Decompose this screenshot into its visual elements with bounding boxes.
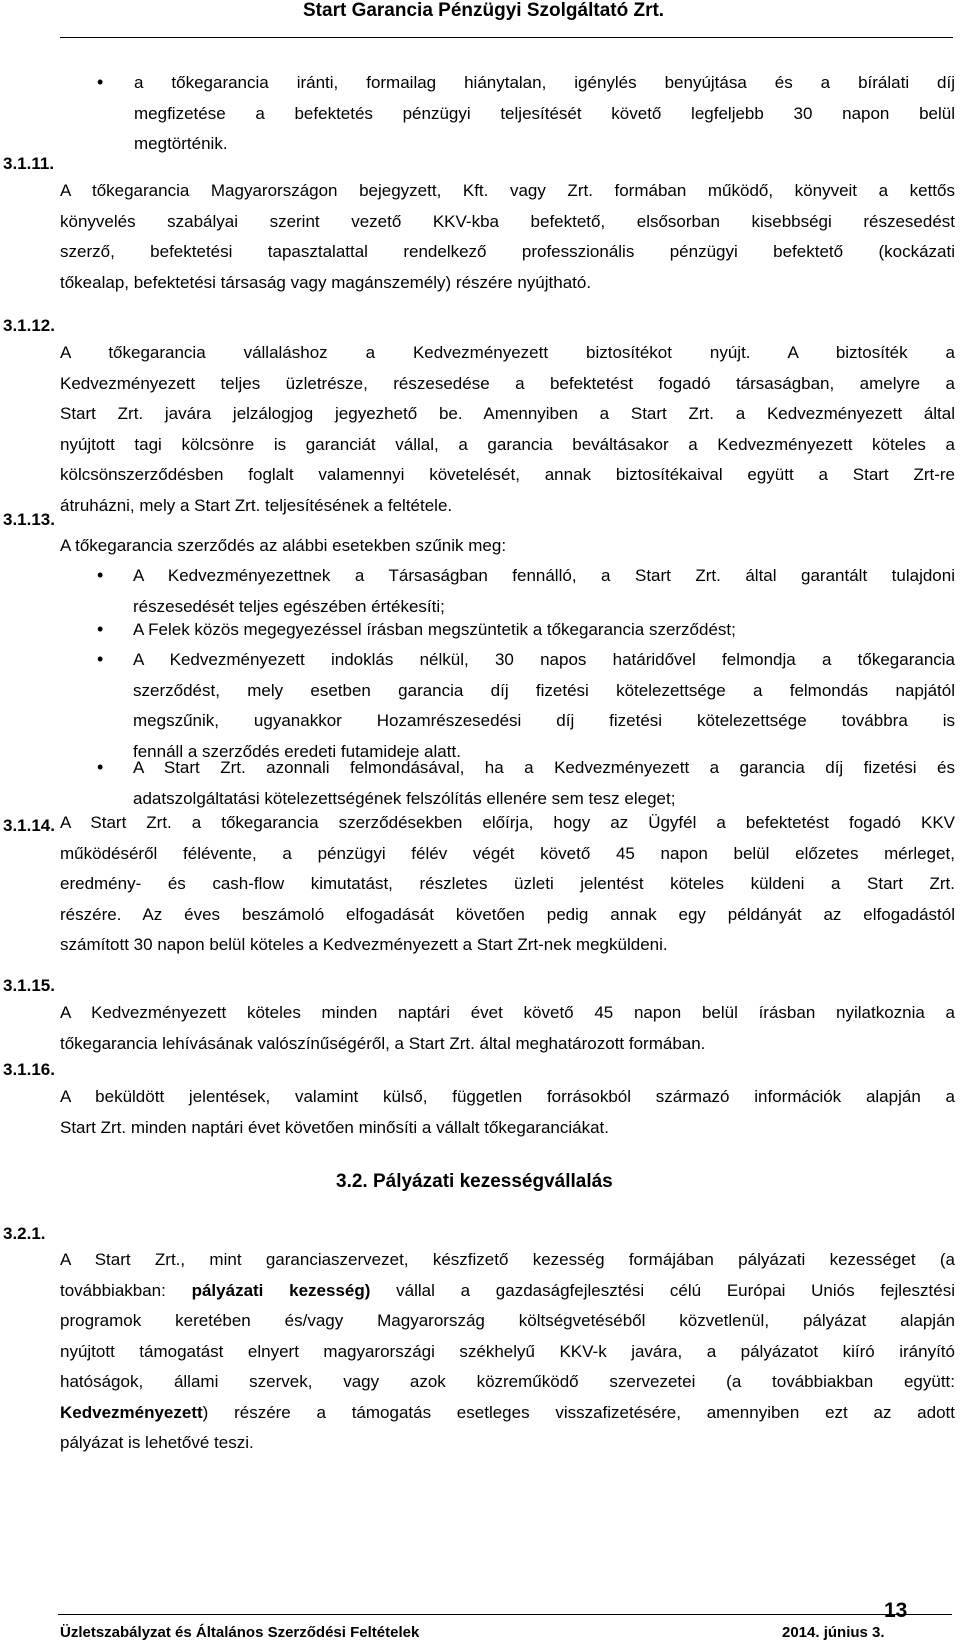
bullet-dot: • [97,565,104,585]
text-line: a tőkegarancia iránti, formailag hiánytalan, igénylés benyújtása és a bírálati díj [134,73,955,92]
term-palyazati-kezesseg: pályázati kezesség) [191,1280,371,1300]
list-item [133,645,955,767]
text-line [60,1398,955,1429]
text-line: A beküldött jelentések, valamint külső, független forrásokból származó információk alapján a [60,1087,955,1106]
section-3-1-14-text [60,808,955,961]
section-number-3-1-15: 3.1.15. [3,976,55,995]
section-3-1-15-text [60,998,955,1059]
section-number-3-2-1: 3.2.1. [3,1224,46,1243]
text-line: fennáll a szerződés eredeti futamideje alatt. [133,741,461,761]
text-line: hatóságok, állami szervek, vagy azok közreműködő szervezetei (a továbbiakban együtt: [60,1372,955,1391]
text-line: átruházni, mely a Start Zrt. teljesítésének a feltétele. [60,495,453,515]
text-line: pályázat is lehetővé teszi. [60,1433,254,1452]
text-line: megszűnik, ugyanakkor Hozamrészesedési díj fizetési kötelezettsége továbbra is [133,711,955,730]
text-line: számított 30 napon belül köteles a Kedvezményezett a Start Zrt-nek megküldeni. [60,935,668,954]
text-line: Start Zrt. minden naptári évet követően minősíti a vállalt tőkegaranciákat. [60,1117,609,1137]
text-line: nyújtott támogatást elnyert magyarországi székhelyű KKV-k javára, a pályázatot kiíró irányító [60,1341,955,1361]
text-line: részére. Az éves beszámoló elfogadását követően pedig annak egy példányát az elfogadástól [60,904,955,924]
term-kedvezmenyezett: Kedvezményezett [60,1402,203,1422]
text-line: adatszolgáltatási kötelezettségének felszólítás ellenére sem tesz eleget; [133,788,676,808]
text-line [60,1276,955,1307]
text-line: A Kedvezményezett indoklás nélkül, 30 napos határidővel felmondja a tőkegarancia [133,650,955,669]
text-line: eredmény- és cash-flow kimutatást, részletes üzleti jelentést köteles küldeni a Start Zrt. [60,874,955,893]
text-line: részesedését teljes egészében értékesíti; [133,596,445,616]
section-3-2-1-text [60,1245,955,1459]
list-item [133,561,955,622]
text-line: működéséről félévente, a pénzügyi félév végét követő 45 napon belül előzetes mérleget, [60,843,955,863]
text-line: nyújtott tagi kölcsönre is garanciát vállal, a garancia beváltásakor a Kedvezményezett köteles a [60,434,955,454]
text-line: tőkealap, befektetési társaság vagy magánszemély) részére nyújtható. [60,272,592,292]
text-line: tőkegarancia lehívásának valószínűségéről, a Start Zrt. által meghatározott formában. [60,1033,706,1053]
text-span: ) részére a támogatás esetleges visszafizetésére, amennyiben ezt az adott [202,1402,955,1422]
list-item [133,753,955,814]
bullet-dot: • [97,649,104,669]
header-company-name: Start Garancia Pénzügyi Szolgáltató Zrt. [303,0,665,21]
text-span: továbbiakban: [60,1280,192,1300]
page-number: 13 [884,1599,908,1622]
list-item [133,615,955,646]
text-line: A tőkegarancia vállaláshoz a Kedvezményezett biztosítékot nyújt. A biztosíték a [60,343,955,362]
footer-date: 2014. június 3. [782,1624,885,1641]
section-number-3-1-16: 3.1.16. [3,1060,55,1079]
section-number-3-1-12: 3.1.12. [3,316,55,335]
section-title-3-2: 3.2. Pályázati kezességvállalás [336,1171,613,1192]
text-line: könyvelés szabályai szerint vezető KKV-kba befektető, elsősorban kisebbségi részesedést [60,211,955,231]
section-number-3-1-14: 3.1.14. [3,816,55,835]
text-line: A tőkegarancia Magyarországon bejegyzett, Kft. vagy Zrt. formában működő, könyveit a kettős [60,181,955,200]
bullet-dot: • [97,72,104,92]
section-3-1-16-text [60,1082,955,1143]
section-number-3-1-13: 3.1.13. [3,510,55,529]
section-3-1-12-text [60,338,955,521]
text-line: A Start Zrt. a tőkegarancia szerződésekben előírja, hogy az Ügyfél a befektetést fogadó KKV [60,813,955,832]
bullet-dot: • [97,757,104,777]
text-line: A Felek közös megegyezéssel írásban megszüntetik a tőkegarancia szerződést; [133,620,736,639]
top-bullet-text [134,68,955,160]
text-line: Kedvezményezett teljes üzletrésze, részesedése a befektetést fogadó társaságban, amelyre a [60,373,955,393]
text-line: Start Zrt. javára jelzálogjog jegyezhető be. Amennyiben a Start Zrt. a Kedvezményezett által [60,404,955,423]
header-rule [60,37,953,38]
text-line: szerző, befektetési tapasztalattal rendelkező professzionális pénzügyi befektető (kockázati [60,242,955,261]
text-span: vállal a gazdaságfejlesztési célú Európai Uniós fejlesztési [370,1280,955,1300]
text-line: A Start Zrt. azonnali felmondásával, ha a Kedvezményezett a garancia díj fizetési és [133,758,955,777]
text-line: szerződést, mely esetben garancia díj fizetési kötelezettsége a felmondás napjától [133,680,955,700]
text-line: megtörténik. [134,134,228,153]
footer-rule [58,1614,952,1615]
text-line: programok keretében és/vagy Magyarország költségvetéséből közvetlenül, pályázat alapján [60,1311,955,1330]
text-line: megfizetése a befektetés pénzügyi teljesítését követő legfeljebb 30 napon belül [134,103,955,123]
text-line: kölcsönszerződésben foglalt valamennyi követelését, annak biztosítékaival együtt a Start Zrt-re [60,465,955,484]
section-3-1-11-text [60,176,955,298]
section-number-3-1-11: 3.1.11. [3,154,55,173]
text-line: A Kedvezményezettnek a Társaságban fennálló, a Start Zrt. által garantált tulajdoni [133,566,955,585]
footer-document-title: Üzletszabályzat és Általános Szerződési Feltételek [60,1624,420,1641]
bullet-dot: • [97,619,104,639]
text-line: A Kedvezményezett köteles minden naptári évet követő 45 napon belül írásban nyilatkoznia a [60,1003,955,1022]
text-line: A Start Zrt., mint garanciaszervezet, készfizető kezesség formájában pályázati kezességet (a [60,1250,955,1269]
section-3-1-13-intro: A tőkegarancia szerződés az alábbi esetekben szűnik meg: [60,536,507,555]
